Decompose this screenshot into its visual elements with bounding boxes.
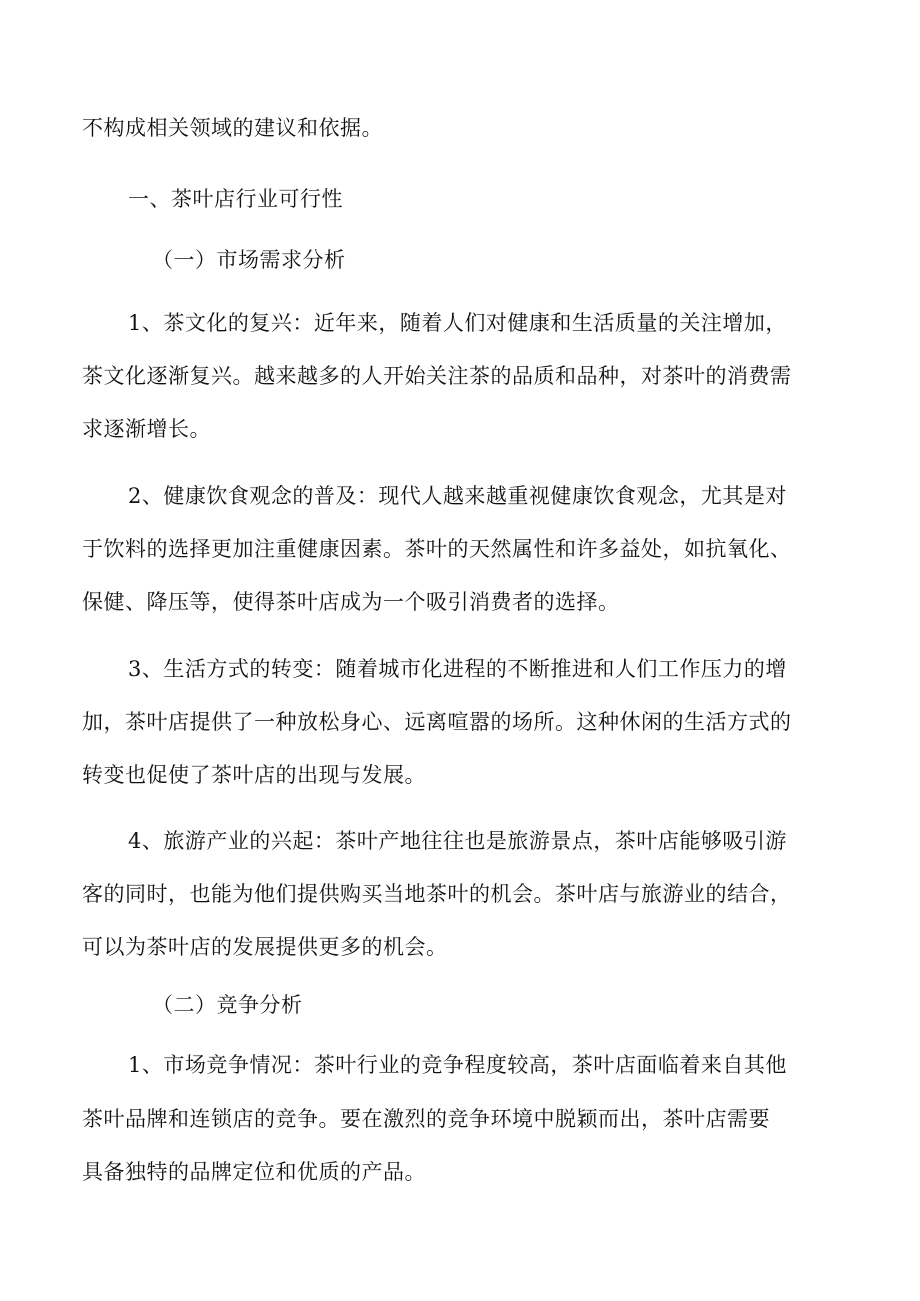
paragraph-line: 加，茶叶店提供了一种放松身心、远离喧嚣的场所。这种休闲的生活方式的: [82, 710, 792, 734]
section-1-heading: 一、茶叶店行业可行性: [128, 187, 343, 211]
paragraph-line: 1、茶文化的复兴：近年来，随着人们对健康和生活质量的关注增加，: [128, 311, 787, 335]
paragraph-line: 1、市场竞争情况：茶叶行业的竞争程度较高，茶叶店面临着来自其他: [128, 1053, 787, 1077]
paragraph-line: 保健、降压等，使得茶叶店成为一个吸引消费者的选择。: [82, 590, 620, 614]
paragraph-line: 4、旅游产业的兴起：茶叶产地往往也是旅游景点，茶叶店能够吸引游: [128, 829, 787, 853]
paragraph-line: 客的同时，也能为他们提供购买当地茶叶的机会。茶叶店与旅游业的结合，: [82, 882, 792, 906]
paragraph-line: 转变也促使了茶叶店的出现与发展。: [82, 763, 426, 787]
paragraph-line: 求逐渐增长。: [82, 417, 211, 441]
paragraph-line: 茶文化逐渐复兴。越来越多的人开始关注茶的品质和品种，对茶叶的消费需: [82, 364, 792, 388]
paragraph-line: 2、健康饮食观念的普及：现代人越来越重视健康饮食观念，尤其是对: [128, 484, 787, 508]
paragraph-line: 可以为茶叶店的发展提供更多的机会。: [82, 935, 448, 959]
paragraph-line: 3、生活方式的转变：随着城市化进程的不断推进和人们工作压力的增: [128, 657, 787, 681]
intro-tail-line: 不构成相关领域的建议和依据。: [82, 116, 383, 140]
paragraph-line: 具备独特的品牌定位和优质的产品。: [82, 1160, 426, 1184]
paragraph-line: 茶叶品牌和连锁店的竞争。要在激烈的竞争环境中脱颖而出，茶叶店需要: [82, 1107, 770, 1131]
subsection-2-heading: （二）竞争分析: [152, 993, 303, 1017]
paragraph-line: 于饮料的选择更加注重健康因素。茶叶的天然属性和许多益处，如抗氧化、: [82, 537, 792, 561]
subsection-1-heading: （一）市场需求分析: [152, 248, 346, 272]
